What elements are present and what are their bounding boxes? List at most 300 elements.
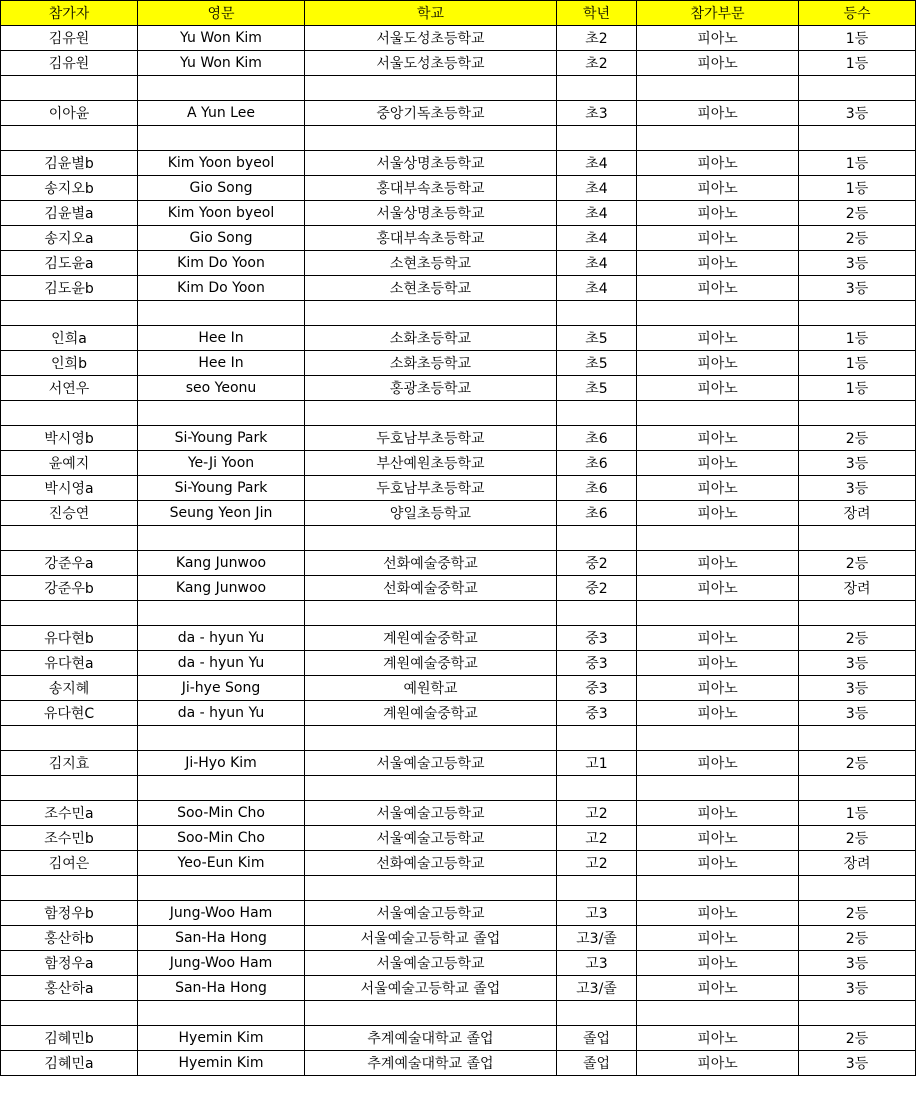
cell-school[interactable]: 선화예술고등학교 <box>305 851 557 876</box>
table-row <box>1 801 916 826</box>
cell-participant[interactable]: 박시영b <box>1 426 138 451</box>
cell-participant[interactable]: 강준우a <box>1 551 138 576</box>
cell-category[interactable]: 피아노 <box>637 551 799 576</box>
empty-cell[interactable] <box>637 876 799 901</box>
cell-participant[interactable]: 인희a <box>1 326 138 351</box>
cell-category[interactable]: 피아노 <box>637 451 799 476</box>
cell-rank[interactable]: 3등 <box>799 101 916 126</box>
empty-cell[interactable] <box>557 301 637 326</box>
empty-cell[interactable] <box>138 776 305 801</box>
cell-rank[interactable]: 2등 <box>799 926 916 951</box>
cell-school[interactable]: 서울도성초등학교 <box>305 51 557 76</box>
empty-cell[interactable] <box>305 601 557 626</box>
cell-category[interactable]: 피아노 <box>637 851 799 876</box>
table-row <box>1 351 916 376</box>
empty-cell[interactable] <box>305 76 557 101</box>
cell-school[interactable]: 홍광초등학교 <box>305 376 557 401</box>
empty-cell[interactable] <box>305 776 557 801</box>
cell-participant[interactable]: 박시영a <box>1 476 138 501</box>
blank-row <box>1 301 916 326</box>
cell-rank[interactable]: 3등 <box>799 651 916 676</box>
cell-category[interactable]: 피아노 <box>637 901 799 926</box>
empty-cell[interactable] <box>557 776 637 801</box>
cell-grade[interactable]: 초5 <box>557 326 637 351</box>
cell-english-name[interactable]: Ji-Hyo Kim <box>138 751 305 776</box>
cell-participant[interactable]: 김여은 <box>1 851 138 876</box>
cell-category[interactable]: 피아노 <box>637 651 799 676</box>
table-row <box>1 451 916 476</box>
cell-grade[interactable]: 초2 <box>557 26 637 51</box>
cell-grade[interactable]: 초5 <box>557 376 637 401</box>
empty-cell[interactable] <box>1 726 138 751</box>
cell-grade[interactable]: 초6 <box>557 501 637 526</box>
cell-category[interactable]: 피아노 <box>637 426 799 451</box>
cell-rank[interactable]: 3등 <box>799 276 916 301</box>
header-row <box>1 1 916 26</box>
cell-participant[interactable]: 인희b <box>1 351 138 376</box>
cell-grade[interactable]: 고3 <box>557 951 637 976</box>
table-row <box>1 101 916 126</box>
cell-category[interactable]: 피아노 <box>637 101 799 126</box>
cell-school[interactable]: 선화예술중학교 <box>305 576 557 601</box>
cell-school[interactable]: 서울예술고등학교 졸업 <box>305 926 557 951</box>
cell-category[interactable]: 피아노 <box>637 326 799 351</box>
empty-cell[interactable] <box>637 401 799 426</box>
cell-grade[interactable]: 고2 <box>557 801 637 826</box>
cell-rank[interactable]: 2등 <box>799 426 916 451</box>
table-row <box>1 826 916 851</box>
empty-cell[interactable] <box>637 76 799 101</box>
cell-school[interactable]: 중앙기독초등학교 <box>305 101 557 126</box>
empty-cell[interactable] <box>1 601 138 626</box>
empty-cell[interactable] <box>557 126 637 151</box>
cell-school[interactable]: 양일초등학교 <box>305 501 557 526</box>
cell-grade[interactable]: 중3 <box>557 626 637 651</box>
blank-row <box>1 526 916 551</box>
cell-english-name[interactable]: Hee In <box>138 326 305 351</box>
cell-category[interactable]: 피아노 <box>637 501 799 526</box>
table-row <box>1 1051 916 1076</box>
cell-participant[interactable]: 홍산하b <box>1 926 138 951</box>
cell-participant[interactable]: 유다현b <box>1 626 138 651</box>
empty-cell[interactable] <box>138 1001 305 1026</box>
cell-school[interactable]: 서울상명초등학교 <box>305 151 557 176</box>
cell-participant[interactable]: 김혜민b <box>1 1026 138 1051</box>
cell-english-name[interactable]: Yeo-Eun Kim <box>138 851 305 876</box>
cell-participant[interactable]: 홍산하a <box>1 976 138 1001</box>
cell-school[interactable]: 소화초등학교 <box>305 351 557 376</box>
empty-cell[interactable] <box>138 876 305 901</box>
table-row <box>1 251 916 276</box>
cell-rank[interactable]: 1등 <box>799 326 916 351</box>
cell-category[interactable]: 피아노 <box>637 251 799 276</box>
table-row <box>1 576 916 601</box>
cell-school[interactable]: 소현초등학교 <box>305 251 557 276</box>
cell-english-name[interactable]: Hyemin Kim <box>138 1026 305 1051</box>
table-row <box>1 201 916 226</box>
cell-grade[interactable]: 초4 <box>557 176 637 201</box>
cell-english-name[interactable]: Gio Song <box>138 226 305 251</box>
cell-english-name[interactable]: Si-Young Park <box>138 476 305 501</box>
cell-school[interactable]: 계원예술중학교 <box>305 651 557 676</box>
empty-cell[interactable] <box>637 601 799 626</box>
cell-grade[interactable]: 졸업 <box>557 1026 637 1051</box>
cell-grade[interactable]: 초5 <box>557 351 637 376</box>
empty-cell[interactable] <box>305 1001 557 1026</box>
cell-school[interactable]: 서울예술고등학교 졸업 <box>305 976 557 1001</box>
cell-rank[interactable]: 3등 <box>799 476 916 501</box>
empty-cell[interactable] <box>305 526 557 551</box>
cell-category[interactable]: 피아노 <box>637 351 799 376</box>
cell-school[interactable]: 계원예술중학교 <box>305 701 557 726</box>
cell-english-name[interactable]: Seung Yeon Jin <box>138 501 305 526</box>
cell-participant[interactable]: 송지혜 <box>1 676 138 701</box>
cell-school[interactable]: 두호남부초등학교 <box>305 426 557 451</box>
cell-rank[interactable]: 3등 <box>799 676 916 701</box>
empty-cell[interactable] <box>138 76 305 101</box>
cell-english-name[interactable]: da - hyun Yu <box>138 626 305 651</box>
empty-cell[interactable] <box>1 301 138 326</box>
empty-cell[interactable] <box>637 301 799 326</box>
cell-school[interactable]: 소화초등학교 <box>305 326 557 351</box>
table-row <box>1 651 916 676</box>
table-row <box>1 26 916 51</box>
empty-cell[interactable] <box>637 1001 799 1026</box>
empty-cell[interactable] <box>637 526 799 551</box>
empty-cell[interactable] <box>799 726 916 751</box>
empty-cell[interactable] <box>557 876 637 901</box>
cell-participant[interactable]: 김유원 <box>1 26 138 51</box>
empty-cell[interactable] <box>799 776 916 801</box>
cell-rank[interactable]: 2등 <box>799 551 916 576</box>
empty-cell[interactable] <box>637 776 799 801</box>
empty-cell[interactable] <box>1 401 138 426</box>
column-header-participant[interactable]: 참가자 <box>1 1 138 26</box>
empty-cell[interactable] <box>637 726 799 751</box>
cell-grade[interactable]: 초4 <box>557 151 637 176</box>
cell-rank[interactable]: 장려 <box>799 576 916 601</box>
cell-grade[interactable]: 졸업 <box>557 1051 637 1076</box>
cell-rank[interactable]: 1등 <box>799 351 916 376</box>
cell-grade[interactable]: 중3 <box>557 701 637 726</box>
cell-english-name[interactable]: Soo-Min Cho <box>138 801 305 826</box>
cell-english-name[interactable]: seo Yeonu <box>138 376 305 401</box>
empty-cell[interactable] <box>799 526 916 551</box>
cell-grade[interactable]: 초4 <box>557 226 637 251</box>
table-row <box>1 926 916 951</box>
cell-school[interactable]: 서울예술고등학교 <box>305 801 557 826</box>
cell-english-name[interactable]: Yu Won Kim <box>138 51 305 76</box>
cell-grade[interactable]: 고3/졸 <box>557 926 637 951</box>
cell-english-name[interactable]: Si-Young Park <box>138 426 305 451</box>
cell-category[interactable]: 피아노 <box>637 1026 799 1051</box>
cell-grade[interactable]: 초6 <box>557 451 637 476</box>
cell-category[interactable]: 피아노 <box>637 826 799 851</box>
empty-cell[interactable] <box>637 126 799 151</box>
cell-grade[interactable]: 초2 <box>557 51 637 76</box>
cell-grade[interactable]: 고2 <box>557 851 637 876</box>
empty-cell[interactable] <box>799 876 916 901</box>
cell-category[interactable]: 피아노 <box>637 51 799 76</box>
cell-participant[interactable]: 함정우a <box>1 951 138 976</box>
cell-school[interactable]: 두호남부초등학교 <box>305 476 557 501</box>
empty-cell[interactable] <box>305 126 557 151</box>
cell-category[interactable]: 피아노 <box>637 751 799 776</box>
empty-cell[interactable] <box>1 1001 138 1026</box>
table-row <box>1 676 916 701</box>
cell-category[interactable]: 피아노 <box>637 976 799 1001</box>
cell-category[interactable]: 피아노 <box>637 576 799 601</box>
cell-participant[interactable]: 송지오a <box>1 226 138 251</box>
empty-cell[interactable] <box>799 601 916 626</box>
cell-participant[interactable]: 김윤별b <box>1 151 138 176</box>
cell-participant[interactable]: 조수민a <box>1 801 138 826</box>
cell-participant[interactable]: 김윤별a <box>1 201 138 226</box>
cell-participant[interactable]: 윤예지 <box>1 451 138 476</box>
cell-participant[interactable]: 김유원 <box>1 51 138 76</box>
column-header-school[interactable]: 학교 <box>305 1 557 26</box>
cell-school[interactable]: 홍대부속초등학교 <box>305 226 557 251</box>
table-row <box>1 751 916 776</box>
blank-row <box>1 1001 916 1026</box>
cell-rank[interactable]: 2등 <box>799 201 916 226</box>
cell-grade[interactable]: 초3 <box>557 101 637 126</box>
cell-english-name[interactable]: Gio Song <box>138 176 305 201</box>
empty-cell[interactable] <box>305 876 557 901</box>
cell-participant[interactable]: 조수민b <box>1 826 138 851</box>
empty-cell[interactable] <box>1 126 138 151</box>
blank-row <box>1 76 916 101</box>
table-row <box>1 326 916 351</box>
cell-english-name[interactable]: da - hyun Yu <box>138 651 305 676</box>
cell-rank[interactable]: 3등 <box>799 701 916 726</box>
cell-rank[interactable]: 장려 <box>799 851 916 876</box>
cell-school[interactable]: 추계예술대학교 졸업 <box>305 1026 557 1051</box>
cell-school[interactable]: 계원예술중학교 <box>305 626 557 651</box>
table-row <box>1 51 916 76</box>
cell-school[interactable]: 서울도성초등학교 <box>305 26 557 51</box>
cell-rank[interactable]: 3등 <box>799 951 916 976</box>
cell-category[interactable]: 피아노 <box>637 276 799 301</box>
empty-cell[interactable] <box>557 526 637 551</box>
table-row <box>1 176 916 201</box>
cell-school[interactable]: 소현초등학교 <box>305 276 557 301</box>
table-row <box>1 501 916 526</box>
table-row <box>1 1026 916 1051</box>
cell-participant[interactable]: 강준우b <box>1 576 138 601</box>
cell-participant[interactable]: 김도윤b <box>1 276 138 301</box>
cell-grade[interactable]: 중3 <box>557 651 637 676</box>
cell-category[interactable]: 피아노 <box>637 151 799 176</box>
empty-cell[interactable] <box>557 726 637 751</box>
column-header-rank[interactable]: 등수 <box>799 1 916 26</box>
blank-row <box>1 126 916 151</box>
cell-english-name[interactable]: Kim Yoon byeol <box>138 151 305 176</box>
empty-cell[interactable] <box>799 1001 916 1026</box>
blank-row <box>1 401 916 426</box>
table-row <box>1 426 916 451</box>
column-header-grade[interactable]: 학년 <box>557 1 637 26</box>
cell-participant[interactable]: 진승연 <box>1 501 138 526</box>
cell-rank[interactable]: 3등 <box>799 1051 916 1076</box>
cell-category[interactable]: 피아노 <box>637 801 799 826</box>
cell-school[interactable]: 서울예술고등학교 <box>305 751 557 776</box>
cell-grade[interactable]: 초4 <box>557 251 637 276</box>
cell-grade[interactable]: 고3/졸 <box>557 976 637 1001</box>
cell-participant[interactable]: 송지오b <box>1 176 138 201</box>
cell-grade[interactable]: 고3 <box>557 901 637 926</box>
empty-cell[interactable] <box>557 1001 637 1026</box>
cell-english-name[interactable]: Kang Junwoo <box>138 576 305 601</box>
empty-cell[interactable] <box>138 601 305 626</box>
cell-english-name[interactable]: Soo-Min Cho <box>138 826 305 851</box>
cell-rank[interactable]: 1등 <box>799 176 916 201</box>
cell-rank[interactable]: 2등 <box>799 626 916 651</box>
column-header-category[interactable]: 참가부문 <box>637 1 799 26</box>
cell-school[interactable]: 선화예술중학교 <box>305 551 557 576</box>
table-row <box>1 276 916 301</box>
cell-english-name[interactable]: Kim Yoon byeol <box>138 201 305 226</box>
cell-english-name[interactable]: A Yun Lee <box>138 101 305 126</box>
cell-category[interactable]: 피아노 <box>637 1051 799 1076</box>
cell-english-name[interactable]: San-Ha Hong <box>138 926 305 951</box>
table-row <box>1 951 916 976</box>
cell-category[interactable]: 피아노 <box>637 376 799 401</box>
cell-category[interactable]: 피아노 <box>637 476 799 501</box>
cell-grade[interactable]: 중2 <box>557 576 637 601</box>
cell-school[interactable]: 부산예원초등학교 <box>305 451 557 476</box>
empty-cell[interactable] <box>799 301 916 326</box>
empty-cell[interactable] <box>305 301 557 326</box>
table-row <box>1 551 916 576</box>
cell-category[interactable]: 피아노 <box>637 701 799 726</box>
cell-rank[interactable]: 1등 <box>799 801 916 826</box>
cell-rank[interactable]: 1등 <box>799 26 916 51</box>
cell-english-name[interactable]: da - hyun Yu <box>138 701 305 726</box>
table-row <box>1 976 916 1001</box>
cell-english-name[interactable]: Hyemin Kim <box>138 1051 305 1076</box>
cell-participant[interactable]: 김혜민a <box>1 1051 138 1076</box>
empty-cell[interactable] <box>138 126 305 151</box>
table-row <box>1 376 916 401</box>
blank-row <box>1 601 916 626</box>
cell-rank[interactable]: 2등 <box>799 751 916 776</box>
cell-rank[interactable]: 2등 <box>799 226 916 251</box>
cell-english-name[interactable]: Hee In <box>138 351 305 376</box>
cell-participant[interactable]: 함정우b <box>1 901 138 926</box>
cell-category[interactable]: 피아노 <box>637 926 799 951</box>
table-row <box>1 626 916 651</box>
cell-english-name[interactable]: San-Ha Hong <box>138 976 305 1001</box>
cell-rank[interactable]: 2등 <box>799 901 916 926</box>
cell-category[interactable]: 피아노 <box>637 26 799 51</box>
table-body <box>1 26 916 1076</box>
cell-category[interactable]: 피아노 <box>637 226 799 251</box>
cell-school[interactable]: 서울예술고등학교 <box>305 951 557 976</box>
empty-cell[interactable] <box>1 526 138 551</box>
table-row <box>1 851 916 876</box>
cell-rank[interactable]: 1등 <box>799 376 916 401</box>
cell-english-name[interactable]: Jung-Woo Ham <box>138 951 305 976</box>
cell-grade[interactable]: 중3 <box>557 676 637 701</box>
empty-cell[interactable] <box>799 126 916 151</box>
cell-school[interactable]: 홍대부속초등학교 <box>305 176 557 201</box>
cell-category[interactable]: 피아노 <box>637 951 799 976</box>
empty-cell[interactable] <box>557 401 637 426</box>
cell-grade[interactable]: 고1 <box>557 751 637 776</box>
blank-row <box>1 726 916 751</box>
cell-grade[interactable]: 초6 <box>557 426 637 451</box>
cell-rank[interactable]: 3등 <box>799 976 916 1001</box>
empty-cell[interactable] <box>138 726 305 751</box>
cell-english-name[interactable]: Ye-Ji Yoon <box>138 451 305 476</box>
empty-cell[interactable] <box>799 401 916 426</box>
cell-participant[interactable]: 김지효 <box>1 751 138 776</box>
cell-participant[interactable]: 유다현a <box>1 651 138 676</box>
cell-rank[interactable]: 1등 <box>799 51 916 76</box>
cell-rank[interactable]: 3등 <box>799 251 916 276</box>
empty-cell[interactable] <box>138 301 305 326</box>
cell-category[interactable]: 피아노 <box>637 201 799 226</box>
blank-row <box>1 876 916 901</box>
empty-cell[interactable] <box>557 76 637 101</box>
empty-cell[interactable] <box>138 401 305 426</box>
cell-grade[interactable]: 초6 <box>557 476 637 501</box>
cell-rank[interactable]: 장려 <box>799 501 916 526</box>
empty-cell[interactable] <box>138 526 305 551</box>
cell-english-name[interactable]: Kim Do Yoon <box>138 251 305 276</box>
empty-cell[interactable] <box>1 876 138 901</box>
empty-cell[interactable] <box>305 726 557 751</box>
cell-rank[interactable]: 3등 <box>799 451 916 476</box>
cell-grade[interactable]: 중2 <box>557 551 637 576</box>
cell-participant[interactable]: 김도윤a <box>1 251 138 276</box>
empty-cell[interactable] <box>1 776 138 801</box>
empty-cell[interactable] <box>1 76 138 101</box>
cell-english-name[interactable]: Ji-hye Song <box>138 676 305 701</box>
column-header-english-name[interactable]: 영문 <box>138 1 305 26</box>
cell-school[interactable]: 서울예술고등학교 <box>305 826 557 851</box>
cell-rank[interactable]: 1등 <box>799 151 916 176</box>
blank-row <box>1 776 916 801</box>
cell-participant[interactable]: 서연우 <box>1 376 138 401</box>
cell-school[interactable]: 서울상명초등학교 <box>305 201 557 226</box>
cell-category[interactable]: 피아노 <box>637 176 799 201</box>
cell-participant[interactable]: 이아윤 <box>1 101 138 126</box>
cell-rank[interactable]: 2등 <box>799 1026 916 1051</box>
cell-participant[interactable]: 유다현C <box>1 701 138 726</box>
cell-rank[interactable]: 2등 <box>799 826 916 851</box>
cell-english-name[interactable]: Yu Won Kim <box>138 26 305 51</box>
empty-cell[interactable] <box>557 601 637 626</box>
table-row <box>1 901 916 926</box>
cell-school[interactable]: 추계예술대학교 졸업 <box>305 1051 557 1076</box>
cell-grade[interactable]: 초4 <box>557 276 637 301</box>
cell-english-name[interactable]: Kang Junwoo <box>138 551 305 576</box>
cell-school[interactable]: 서울예술고등학교 <box>305 901 557 926</box>
cell-grade[interactable]: 고2 <box>557 826 637 851</box>
cell-english-name[interactable]: Kim Do Yoon <box>138 276 305 301</box>
cell-school[interactable]: 예원학교 <box>305 676 557 701</box>
cell-category[interactable]: 피아노 <box>637 676 799 701</box>
empty-cell[interactable] <box>799 76 916 101</box>
empty-cell[interactable] <box>305 401 557 426</box>
cell-english-name[interactable]: Jung-Woo Ham <box>138 901 305 926</box>
table-row <box>1 151 916 176</box>
cell-category[interactable]: 피아노 <box>637 626 799 651</box>
cell-grade[interactable]: 초4 <box>557 201 637 226</box>
table-row <box>1 701 916 726</box>
